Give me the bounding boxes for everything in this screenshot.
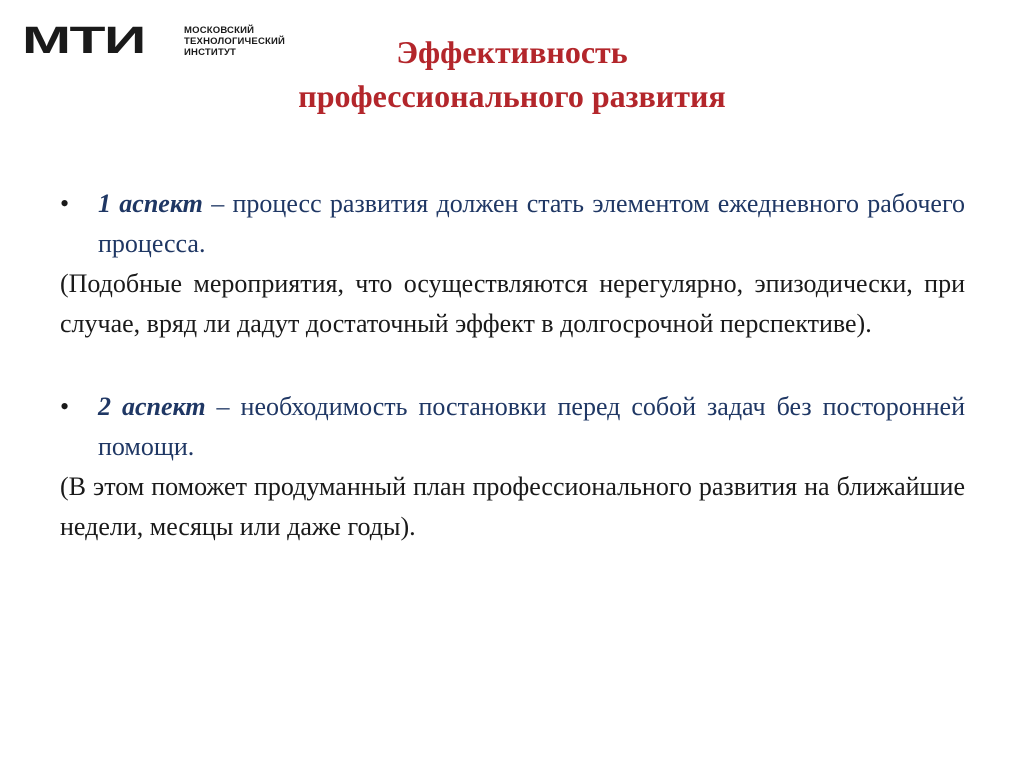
slide-content <box>60 184 965 547</box>
aspect-1-note: (Подобные мероприятия, что осуществляются нерегулярно, эпизодически, при случае, вряд ли дадут достаточный эффект в долгосрочной перспективе). <box>60 269 965 338</box>
slide-title-line-1: Эффективность <box>396 34 628 70</box>
bullet-dot: • <box>60 189 70 218</box>
aspect-1-label: 1 аспект <box>98 189 203 218</box>
logo-text-line-2: ТЕХНОЛОГИЧЕСКИЙ <box>184 36 286 47</box>
logo-mark: МТИ <box>22 20 145 62</box>
aspect-1-bullet <box>60 184 965 264</box>
aspect-2-note: (В этом поможет продуманный план профессионального развития на ближайшие недели, месяцы или даже годы). <box>60 472 965 541</box>
aspect-2-text: – необходимость постановки перед собой задач без посторонней помощи. <box>98 392 965 461</box>
section-spacer <box>60 344 965 387</box>
logo-text-line-3: ИНСТИТУТ <box>184 47 237 58</box>
logo-text-line-1: МОСКОВСКИЙ <box>184 25 255 36</box>
aspect-1-text: – процесс развития должен стать элементом ежедневного рабочего процесса. <box>98 189 965 258</box>
aspect-2-bullet <box>60 387 965 467</box>
aspect-2-label: 2 аспект <box>98 392 206 421</box>
bullet-dot: • <box>60 392 70 421</box>
slide-title-line-2: профессионального развития <box>298 78 726 114</box>
slide-title <box>0 30 1024 118</box>
